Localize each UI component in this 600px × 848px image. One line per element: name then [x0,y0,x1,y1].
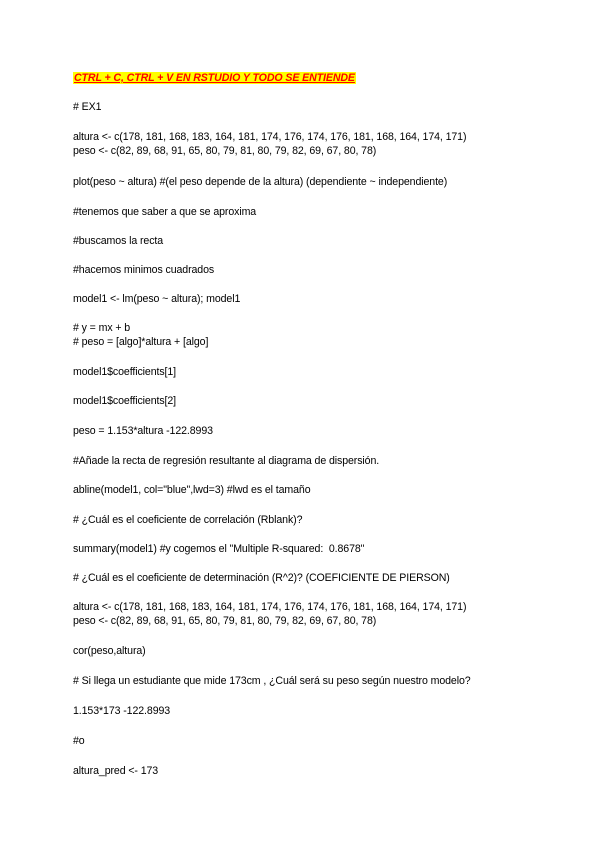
code-line-coef1: model1$coefficients[1] [73,366,177,378]
code-line-cor: cor(peso,altura) [73,645,146,657]
code-line-prediccion: 1.153*173 -122.8993 [73,705,171,717]
code-line-coef2: model1$coefficients[2] [73,395,177,407]
comment-line-anade: #Añade la recta de regresión resultante al diagrama de dispersión. [73,455,380,467]
comment-line-minimos: #hacemos minimos cuadrados [73,264,215,276]
code-line-peso-result: peso = 1.153*altura -122.8993 [73,425,213,437]
comment-line-formula: # y = mx + b [73,322,131,334]
code-line-abline: abline(model1, col="blue",lwd=3) #lwd es el tamaño [73,484,311,496]
code-line-ex1: # EX1 [73,101,102,113]
comment-line-aproxima: #tenemos que saber a que se aproxima [73,206,257,218]
code-line-altura-vector-2: altura <- c(178, 181, 168, 183, 164, 181, 174, 176, 174, 176, 181, 168, 164, 174, 171) [73,601,467,613]
comment-line-o: #o [73,735,85,747]
code-line-altura-pred: altura_pred <- 173 [73,765,159,777]
code-line-summary: summary(model1) #y cogemos el "Multiple R-squared: 0.8678" [73,543,365,555]
code-line-altura-vector: altura <- c(178, 181, 168, 183, 164, 181, 174, 176, 174, 176, 181, 168, 164, 174, 171) [73,131,467,143]
code-line-peso-vector: peso <- c(82, 89, 68, 91, 65, 80, 79, 81, 80, 79, 82, 69, 67, 80, 78) [73,145,377,157]
comment-line-correlacion: # ¿Cuál es el coeficiente de correlación (Rblank)? [73,514,303,526]
comment-line-determinacion: # ¿Cuál es el coeficiente de determinación (R^2)? (COEFICIENTE DE PIERSON) [73,572,450,584]
heading-highlight: CTRL + C, CTRL + V EN RSTUDIO Y TODO SE ENTIENDE [74,72,355,84]
comment-line-peso-formula: # peso = [algo]*altura + [algo] [73,336,209,348]
comment-line-recta: #buscamos la recta [73,235,164,247]
document-heading [73,72,356,85]
code-line-peso-vector-2: peso <- c(82, 89, 68, 91, 65, 80, 79, 81, 80, 79, 82, 69, 67, 80, 78) [73,615,377,627]
code-line-plot: plot(peso ~ altura) #(el peso depende de la altura) (dependiente ~ independiente) [73,176,448,188]
code-line-model: model1 <- lm(peso ~ altura); model1 [73,293,241,305]
comment-line-estudiante: # Si llega un estudiante que mide 173cm , ¿Cuál será su peso según nuestro modelo? [73,675,471,687]
